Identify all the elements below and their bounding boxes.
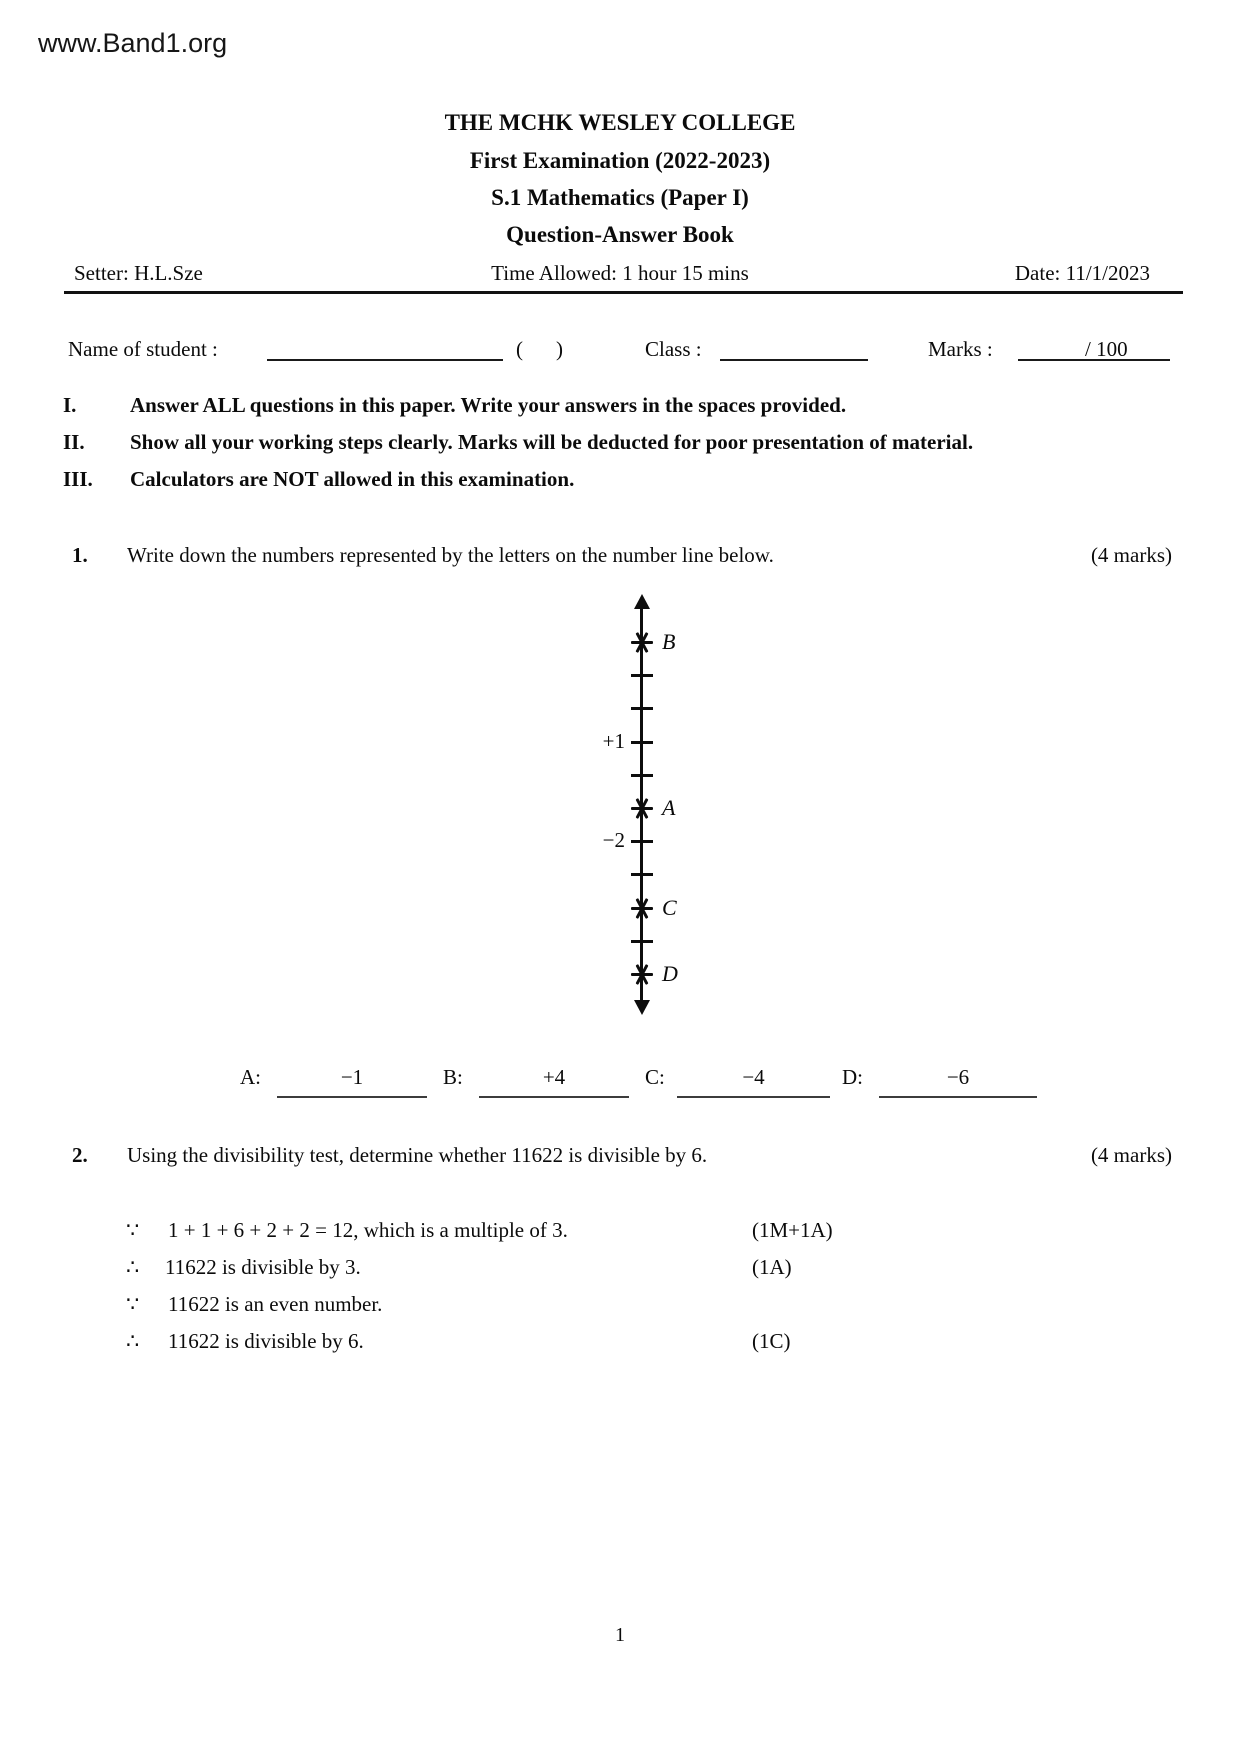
solution-mark-2: (1A) (752, 1255, 792, 1279)
class-number-paren-open: ( (516, 337, 523, 361)
marks-total: / 100 (1085, 337, 1128, 361)
number-line-tick (631, 741, 653, 744)
school-title: THE MCHK WESLEY COLLEGE (444, 110, 796, 135)
answer-label-D: D: (842, 1065, 863, 1089)
site-watermark: www.Band1.org (38, 28, 228, 58)
point-marker-A (631, 797, 653, 819)
number-line-tick (631, 774, 653, 777)
answer-label-A: A: (240, 1065, 261, 1089)
point-marker-D (631, 963, 653, 985)
solution-line-2: 11622 is divisible by 3. (165, 1255, 361, 1279)
number-line-tick (631, 873, 653, 876)
answer-value-C: −4 (742, 1065, 765, 1089)
subject-title: S.1 Mathematics (Paper I) (491, 185, 749, 210)
therefore-symbol: ∴ (126, 1255, 140, 1279)
point-label-C: C (662, 895, 677, 920)
number-line-tick (631, 707, 653, 710)
point-label-D: D (662, 961, 678, 986)
solution-mark-4: (1C) (752, 1329, 791, 1353)
solution-line-4: 11622 is divisible by 6. (168, 1329, 364, 1353)
q1-number: 1. (72, 543, 88, 567)
time-allowed-label: Time Allowed: 1 hour 15 mins (491, 261, 749, 285)
answer-blank-C (677, 1096, 830, 1098)
q2-marks: (4 marks) (1090, 1143, 1172, 1167)
number-line-label-minus2: −2 (602, 828, 625, 852)
point-label-B: B (662, 629, 676, 654)
marks-label: Marks : (928, 337, 993, 361)
q2-text: Using the divisibility test, determine whether 11622 is divisible by 6. (127, 1143, 708, 1167)
exam-title: First Examination (2022-2023) (469, 148, 771, 173)
instruction-1-text: Answer ALL questions in this paper. Write your answers in the spaces provided. (130, 393, 847, 417)
class-label: Class : (645, 337, 702, 361)
answer-blank-B (479, 1096, 629, 1098)
answer-label-C: C: (645, 1065, 665, 1089)
because-symbol: ∵ (126, 1292, 140, 1316)
answer-blank-A (277, 1096, 427, 1098)
point-marker-C (631, 897, 653, 919)
answer-blank-D (879, 1096, 1037, 1098)
book-title: Question-Answer Book (506, 222, 734, 247)
number-line-tick (631, 840, 653, 843)
q1-marks: (4 marks) (1090, 543, 1172, 567)
answer-value-D: −6 (946, 1065, 970, 1089)
point-marker-B (631, 631, 653, 653)
instruction-3-text: Calculators are NOT allowed in this examination. (130, 467, 575, 491)
instruction-2-text: Show all your working steps clearly. Marks will be deducted for poor presentation of material. (130, 430, 974, 454)
instruction-1-num: I. (63, 393, 77, 417)
number-line-bottom-arrow-icon (634, 1000, 650, 1015)
solution-line-1: 1 + 1 + 6 + 2 + 2 = 12, which is a multiple of 3. (168, 1218, 568, 1242)
solution-mark-1: (1M+1A) (752, 1218, 833, 1242)
name-blank (267, 359, 503, 361)
page-number: 1 (615, 1624, 625, 1646)
class-blank (720, 359, 868, 361)
instruction-2-num: II. (63, 430, 85, 454)
number-line-tick (631, 674, 653, 677)
number-line-label-plus1: +1 (602, 729, 625, 753)
instruction-3-num: III. (63, 467, 93, 491)
name-of-student-label: Name of student : (68, 337, 218, 361)
setter-label: Setter: H.L.Sze (74, 261, 203, 285)
therefore-symbol: ∴ (126, 1329, 140, 1353)
because-symbol: ∵ (126, 1218, 140, 1242)
answer-value-B: +4 (542, 1065, 566, 1089)
q1-text: Write down the numbers represented by the letters on the number line below. (127, 543, 774, 567)
answer-value-A: −1 (340, 1065, 364, 1089)
answer-label-B: B: (443, 1065, 463, 1089)
header-divider (64, 291, 1183, 294)
class-number-paren-close: ) (556, 337, 563, 361)
point-label-A: A (662, 795, 676, 820)
solution-line-3: 11622 is an even number. (168, 1292, 383, 1316)
number-line-tick (631, 940, 653, 943)
date-label: Date: 11/1/2023 (1014, 261, 1150, 285)
q2-number: 2. (72, 1143, 88, 1167)
